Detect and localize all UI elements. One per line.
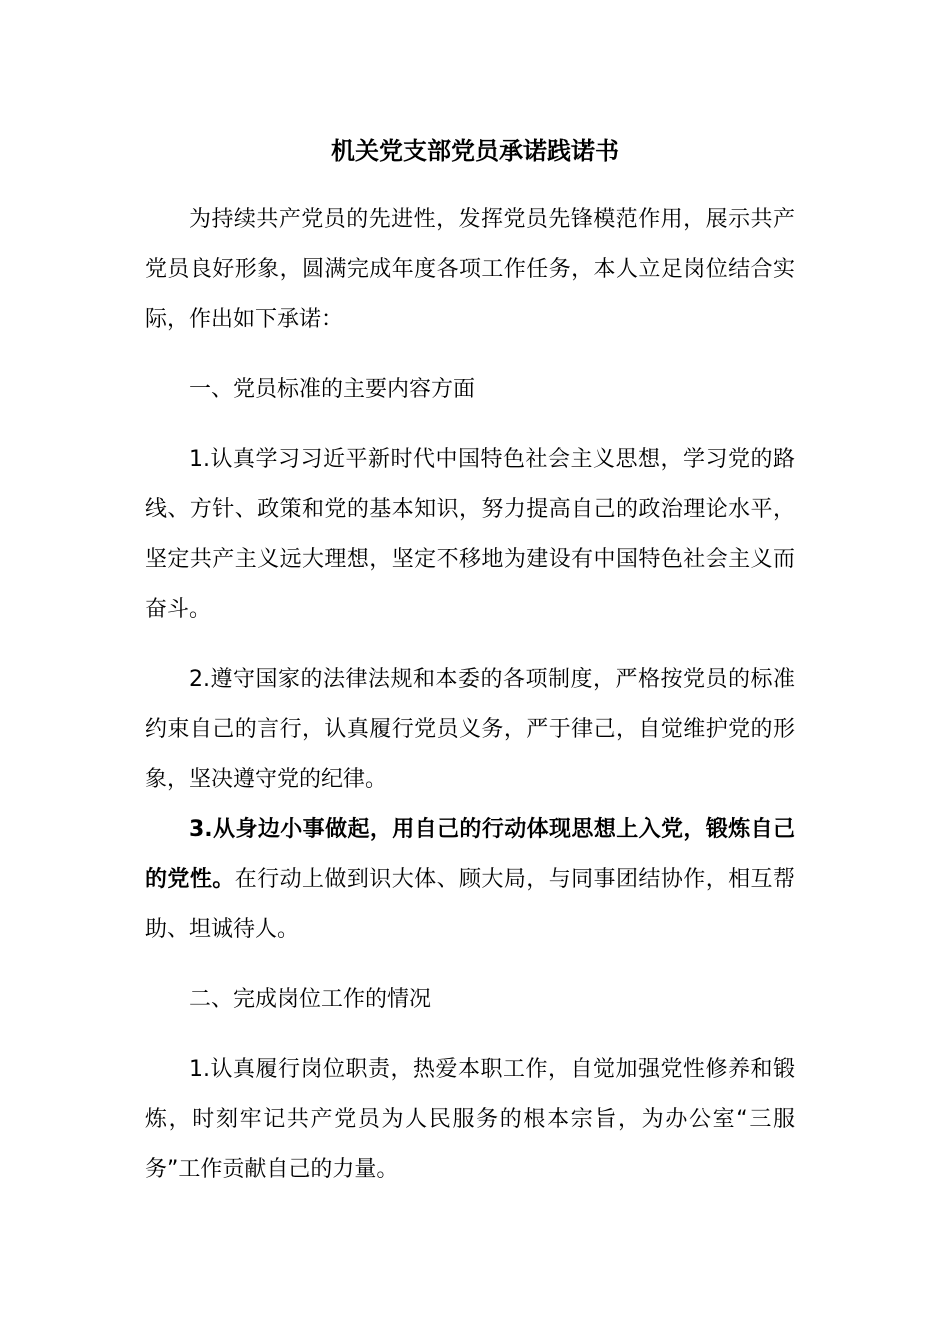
section-1-item-1: 1.认真学习习近平新时代中国特色社会主义思想，学习党的路线、方针、政策和党的基本知识，努力提高自己的政治理论水平，坚定共产主义远大理想，坚定不移地为建设有中国特色社会主义而奋斗。 [145, 447, 795, 622]
intro-paragraph: 为持续共产党员的先进性，发挥党员先锋模范作用，展示共产党员良好形象，圆满完成年度各项工作任务，本人立足岗位结合实际，作出如下承诺： [145, 207, 795, 332]
section-1-item-3-text: 在行动上做到识大体、顾大局，与同事团结协作，相互帮助、坦诚待人。 [145, 867, 795, 942]
section-1-item-2: 2.遵守国家的法律法规和本委的各项制度，严格按党员的标准约束自己的言行，认真履行党员义务，严于律己，自觉维护党的形象，坚决遵守党的纪律。 [145, 667, 795, 792]
section-1-item-3-emphasis: 3.从身边小事做起，用自己的行动体现思想上入党，锻炼自己的党性。 [145, 817, 795, 892]
section-1-heading: 一、党员标准的主要内容方面 [189, 377, 476, 402]
section-1-item-3 [145, 805, 795, 955]
section-2-heading: 二、完成岗位工作的情况 [189, 987, 432, 1012]
section-2-item-1: 1.认真履行岗位职责，热爱本职工作，自觉加强党性修养和锻炼，时刻牢记共产党员为人民服务的根本宗旨，为办公室“三服务”工作贡献自己的力量。 [145, 1057, 795, 1182]
document-title: 机关党支部党员承诺践诺书 [331, 137, 619, 165]
document-body [145, 195, 795, 1195]
